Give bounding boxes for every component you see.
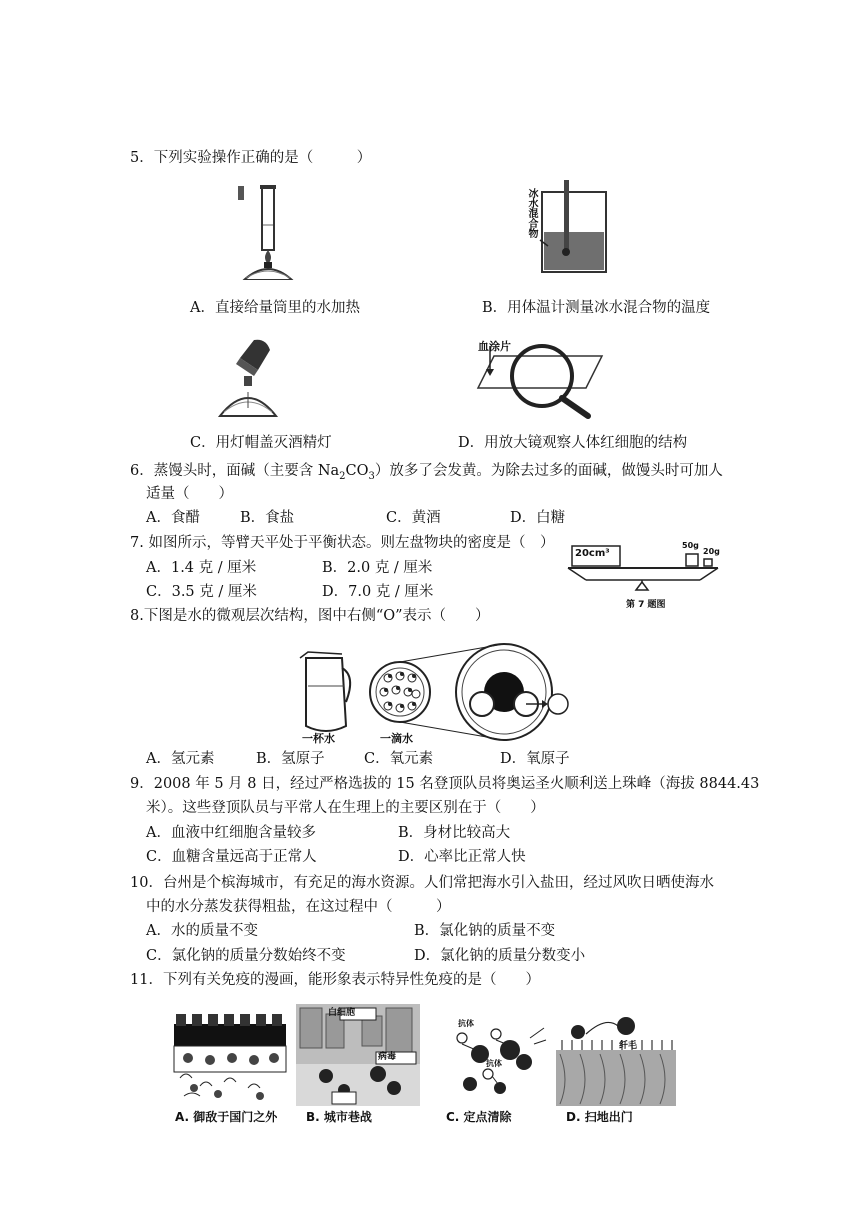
q11-caption-b: B. 城市巷战: [306, 1110, 372, 1124]
q8-figure-water-structure: [296, 640, 596, 746]
q7-option-a: A．1.4 克 / 厘米: [146, 560, 257, 576]
q6-stem: [130, 461, 723, 487]
q10-option-d: D．氯化钠的质量分数变小: [414, 948, 586, 964]
q10-option-a: A．水的质量不变: [146, 923, 258, 939]
q5-stem: 5．下列实验操作正确的是（ ）: [130, 150, 372, 166]
q9-stem-line2: 米）。这些登顶队员与平常人在生理上的主要区别在于（ ）: [146, 800, 545, 816]
q7-stem: 7. 如图所示，等臂天平处于平衡状态。则左盘物块的密度是（ ）: [130, 535, 555, 551]
q5-option-a: A．直接给量筒里的水加热: [190, 300, 360, 316]
q7-figure-caption: 第 7 题图: [626, 600, 666, 610]
q10-stem: 10．台州是个槟海城市，有充足的海水资源。人们常把海水引入盐田，经过风吹日晒使海水: [130, 875, 714, 891]
q7-option-b: B．2.0 克 / 厘米: [322, 560, 433, 576]
q11-caption-a: A. 御敌于国门之外: [175, 1110, 278, 1124]
q9-option-a: A．血液中红细胞含量较多: [146, 825, 316, 841]
q5-option-c: C．用灯帽盖灭酒精灯: [190, 435, 332, 451]
q9-stem: 9．2008 年 5 月 8 日，经过严格选拔的 15 名登顶队员将奥运圣火顺利送上珠峰（海拔 8844.43: [130, 776, 760, 792]
q11-cartoon-d-label: 纤毛: [619, 1041, 638, 1051]
q6-option-a: A．食醋: [146, 510, 200, 526]
q11-cartoon-a-castle-wall: [170, 1008, 290, 1106]
q11-cartoon-c-label-2: 抗体: [486, 1059, 502, 1068]
q5-figure-b-thermometer-beaker: [500, 180, 610, 275]
q6-option-c: C．黄酒: [386, 510, 441, 526]
q7-figure-weight-1: 50g: [682, 541, 699, 550]
q5-figure-a-cylinder-heating: [232, 180, 332, 280]
q8-option-d: D．氧原子: [500, 751, 570, 767]
q7-option-c: C．3.5 克 / 厘米: [146, 584, 257, 600]
q8-figure-cup-label: 一杯水: [302, 732, 335, 745]
q5-figure-b-label: 冰水混合物: [526, 188, 537, 238]
q9-option-b: B．身材比较高大: [398, 825, 511, 841]
q6-stem-line2: 适量（ ）: [146, 486, 233, 502]
q5-figure-c-alcohol-lamp-cap: [210, 336, 282, 418]
q5-option-b: B．用体温计测量冰水混合物的温度: [482, 300, 711, 316]
q11-caption-d: D. 扫地出门: [566, 1110, 633, 1124]
q7-option-d: D．7.0 克 / 厘米: [322, 584, 434, 600]
q6-stem-mid: CO: [345, 463, 369, 479]
q6-stem-sub2: 3: [368, 470, 375, 482]
q10-option-c: C．氯化钠的质量分数始终不变: [146, 948, 346, 964]
q8-stem: 8.下图是水的微观层次结构，图中右侧“O”表示（ ）: [130, 608, 490, 624]
q6-stem-sub1: 2: [339, 470, 346, 482]
q11-cartoon-b-label-2: 病毒: [378, 1052, 397, 1062]
q7-figure-weight-2: 20g: [703, 547, 720, 556]
q11-cartoon-b-label-1: 白细胞: [328, 1008, 356, 1018]
q10-stem-line2: 中的水分蒸发获得粗盐，在这过程中（ ）: [146, 899, 451, 915]
q8-figure-drop-label: 一滴水: [380, 732, 413, 745]
q8-option-a: A．氢元素: [146, 751, 215, 767]
q6-stem-pre: 6．蒸馒头时，面碱（主要含 Na: [130, 463, 340, 479]
q9-option-c: C．血糖含量远高于正常人: [146, 849, 317, 865]
q5-figure-d-label: 血涂片: [478, 340, 511, 353]
q11-cartoon-c-label-1: 抗体: [458, 1019, 474, 1028]
q8-option-b: B．氢原子: [256, 751, 325, 767]
q5-option-d: D．用放大镜观察人体红细胞的结构: [458, 435, 688, 451]
q6-option-d: D．白糖: [510, 510, 566, 526]
q6-option-b: B．食盐: [240, 510, 295, 526]
q11-cartoon-d-sweep-out: [556, 1010, 676, 1106]
q9-option-d: D．心率比正常人快: [398, 849, 526, 865]
q7-figure-volume: 20cm³: [575, 548, 610, 559]
q11-caption-c: C. 定点清除: [446, 1110, 512, 1124]
q8-option-c: C．氧元素: [364, 751, 434, 767]
q10-option-b: B．氯化钠的质量不变: [414, 923, 556, 939]
q11-cartoon-b-street-fight: [296, 1004, 420, 1106]
q11-stem: 11．下列有关免疫的漫画，能形象表示特异性免疫的是（ ）: [130, 972, 540, 988]
q6-stem-post: ）放多了会发黄。为除去过多的面碱，做馒头时可加人: [374, 463, 723, 479]
